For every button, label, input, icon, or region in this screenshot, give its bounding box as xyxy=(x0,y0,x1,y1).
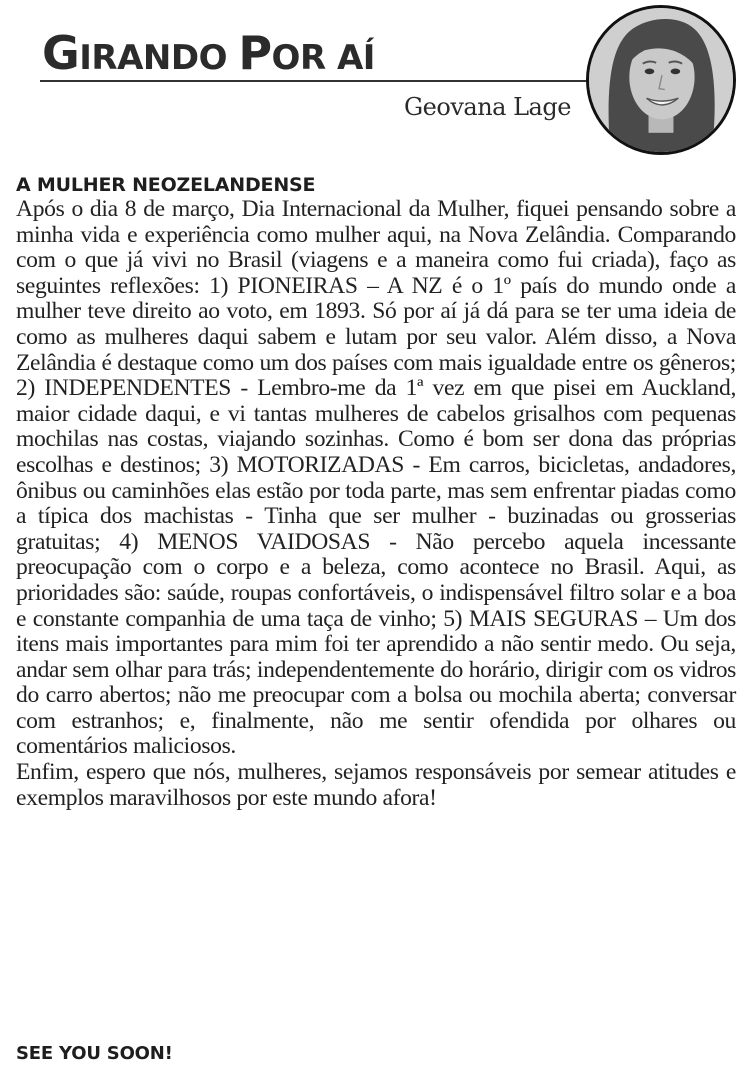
column-title xyxy=(42,26,375,80)
article-signoff: SEE YOU SOON! xyxy=(16,1043,173,1064)
title-word-girando: IRANDO xyxy=(79,38,239,78)
article-headline: A MULHER NEOZELANDENSE xyxy=(16,174,316,196)
column-masthead xyxy=(0,0,750,160)
author-photo xyxy=(586,5,736,155)
article-closing-paragraph: Enfim, espero que nós, mulheres, sejamos responsáveis por semear atitudes e exemplos maravilhosos por este mundo afora! xyxy=(16,759,736,811)
title-initial-p: P xyxy=(238,26,272,80)
article-body xyxy=(16,174,736,811)
title-word-por-ai: OR AÍ xyxy=(271,38,375,78)
article-paragraph: Após o dia 8 de março, Dia Internacional da Mulher, fiquei pensando sobre a minha vida e experiência como mulher aqui, na Nova Zelândia. Comparando com o que já vivi no Brasil (viagens e a maneira como fui criada), faço as seguintes reflexões: 1) PIONEIRAS – A NZ é o 1º país do mundo onde a mulher teve direito ao voto, em 1893. Só por aí já dá para se ter uma ideia de como as mulheres daqui sabem e lutam por seu valor. Além disso, a Nova Zelândia é destaque como um dos países com mais igualdade entre os gêneros; 2) INDEPENDENTES - Lembro-me da 1ª vez em que pisei em Auckland, maior cidade daqui, e vi tantas mulheres de cabelos grisalhos com pequenas mochilas nas costas, viajando sozinhas. Como é bom ser dona das próprias escolhas e destinos; 3) MOTORIZADAS - Em carros, bicicletas, andadores, ônibus ou caminhões elas estão por toda parte, mas sem enfrentar piadas como a típica dos machistas - Tinha que ser mulher - buzinadas ou grosserias gratuitas; 4) MENOS VAIDOSAS - Não percebo aquela incessante preocupação com o corpo e a beleza, como acontece no Brasil. Aqui, as prioridades são: saúde, roupas confortáveis, o indispensável filtro solar e a boa e constante companhia de uma taça de vinho; 5) MAIS SEGURAS – Um dos itens mais importantes para mim foi ter aprendido a não sentir medo. Ou seja, andar sem olhar para trás; independentemente do horário, dirigir com os vidros do carro abertos; não me preocupar com a bolsa ou mochila aberta; conversar com estranhos; e, finalmente, não me sentir ofendida por olhares ou comentários maliciosos. xyxy=(16,196,736,760)
title-rule xyxy=(40,80,595,82)
portrait-photo-icon xyxy=(589,8,733,152)
author-name: Geovana Lage xyxy=(404,93,571,121)
title-initial-g: G xyxy=(42,26,80,80)
